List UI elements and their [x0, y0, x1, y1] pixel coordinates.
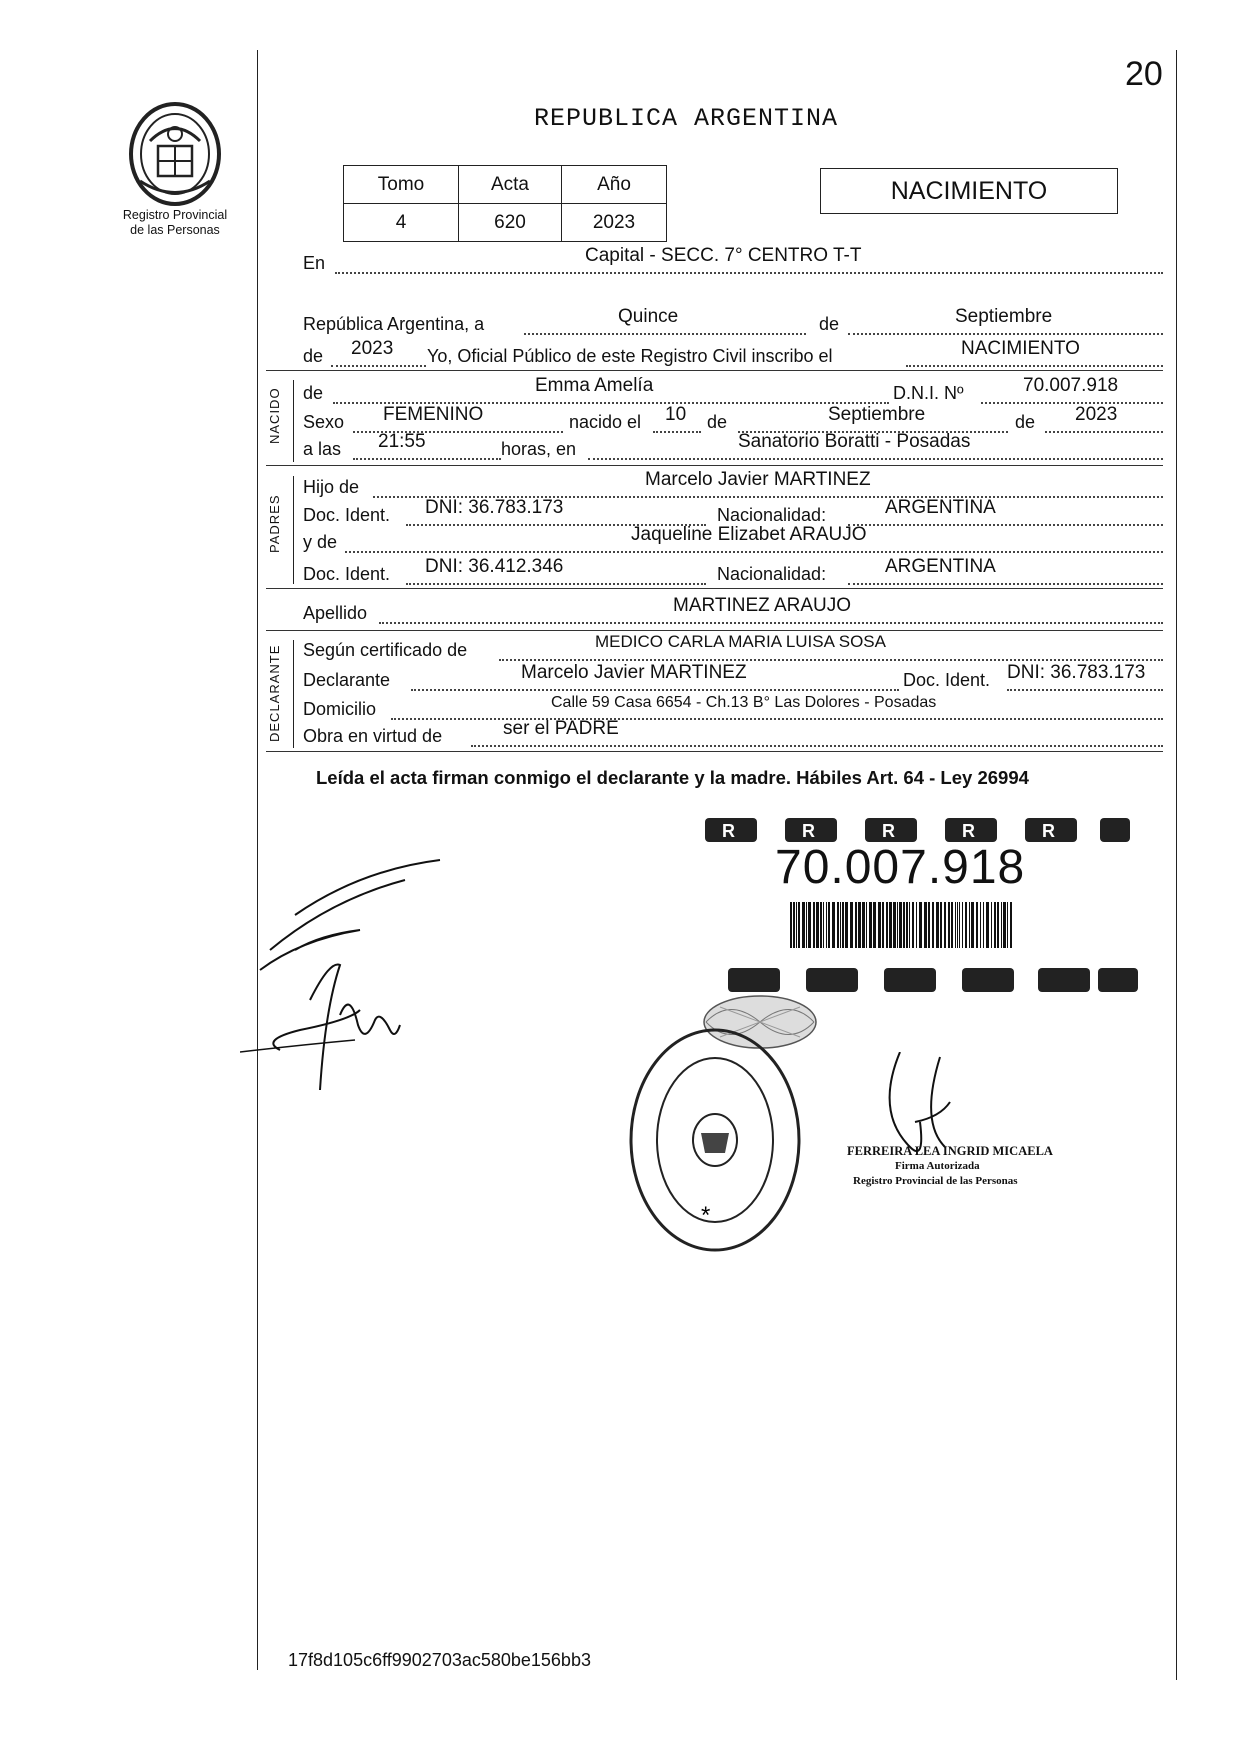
tomo-header: Tomo: [344, 166, 459, 204]
value-domicilio: Calle 59 Casa 6654 - Ch.13 B° Las Dolores - Posadas: [551, 694, 937, 711]
declarant-signature-icon: [240, 840, 450, 1100]
label-domicilio: Domicilio: [303, 699, 377, 719]
row-fecha: [303, 306, 1163, 340]
row-lugar: [303, 245, 1163, 279]
registry-name-line2: de las Personas: [130, 223, 220, 237]
label-de-nac-anio: de: [1015, 412, 1036, 432]
page-number: 20: [1125, 55, 1163, 93]
value-hora: 21:55: [378, 431, 426, 452]
svg-text:R: R: [802, 821, 815, 841]
value-dni: 70.007.918: [1023, 375, 1119, 396]
row-anio: [303, 338, 1163, 372]
label-hijo-de: Hijo de: [303, 477, 360, 497]
label-padre-doc: Doc. Ident.: [303, 505, 391, 525]
document-type-box: NACIMIENTO: [820, 168, 1118, 214]
value-dia: Quince: [618, 306, 679, 327]
value-declarante-doc: DNI: 36.783.173: [1007, 662, 1146, 683]
value-nac-dia: 10: [665, 404, 687, 425]
registry-name-line1: Registro Provincial: [122, 208, 228, 222]
label-a-las: a las: [303, 439, 342, 459]
svg-text:R: R: [882, 821, 895, 841]
svg-text:R: R: [1042, 821, 1055, 841]
row-hora: [303, 431, 1163, 465]
row-domicilio: [303, 694, 1163, 725]
value-lugar: Capital - SECC. 7° CENTRO T-T: [585, 245, 862, 266]
value-obra: ser el PADRE: [503, 718, 619, 739]
label-de-anio: de: [303, 346, 324, 366]
label-horas-en: horas, en: [501, 439, 577, 459]
signer-office: Registro Provincial de las Personas: [853, 1175, 1018, 1187]
value-anio: 2023: [351, 338, 394, 359]
acta-value: 620: [459, 204, 562, 242]
label-republica: República Argentina, a: [303, 314, 485, 334]
signer-name: FERREIRA LEA INGRID MICAELA: [847, 1144, 1053, 1158]
label-nacido-el: nacido el: [569, 412, 642, 432]
right-margin-line: [1176, 50, 1177, 1680]
label-sexo: Sexo: [303, 412, 345, 432]
value-apellido: MARTINEZ ARAUJO: [673, 595, 852, 616]
side-label-padres: PADRES: [267, 494, 282, 553]
label-dni: D.N.I. Nº: [893, 383, 964, 403]
closing-text: Leída el acta firman conmigo el declarante y la madre. Hábiles Art. 64 - Ley 26994: [316, 767, 1029, 788]
label-madre-doc: Doc. Ident.: [303, 564, 391, 584]
signer-role: Firma Autorizada: [895, 1160, 980, 1172]
document-title: REPUBLICA ARGENTINA: [534, 104, 839, 133]
row-sexo: [303, 404, 1163, 438]
tomo-value: 4: [344, 204, 459, 242]
label-obra: Obra en virtud de: [303, 726, 443, 746]
label-en: En: [303, 253, 326, 273]
value-sexo: FEMENINO: [383, 404, 484, 425]
stamp-dni: 70.007.918: [775, 841, 1026, 894]
value-declarante: Marcelo Javier MARTINEZ: [521, 662, 747, 683]
svg-text:R: R: [722, 821, 735, 841]
row-declarante: [303, 662, 1163, 696]
barcode-icon: [790, 902, 1015, 948]
row-apellido: [303, 595, 1163, 629]
anio-header: Año: [562, 166, 667, 204]
value-nombre: Emma Amelía: [535, 375, 654, 396]
registry-logo: [100, 96, 250, 238]
label-segun: Según certificado de: [303, 640, 468, 660]
value-padre: Marcelo Javier MARTINEZ: [645, 469, 871, 490]
value-mes: Septiembre: [955, 306, 1053, 327]
value-padre-nac: ARGENTINA: [885, 497, 996, 518]
value-lugar-nac: Sanatorio Boratti - Posadas: [738, 431, 971, 452]
anio-value: 2023: [562, 204, 667, 242]
value-acto: NACIMIENTO: [961, 338, 1080, 359]
svg-text:R: R: [962, 821, 975, 841]
acta-header: Acta: [459, 166, 562, 204]
value-madre-nac: ARGENTINA: [885, 556, 996, 577]
label-padre-nacionalidad: Nacionalidad:: [717, 505, 827, 525]
label-declarante: Declarante: [303, 670, 391, 690]
label-madre-nacionalidad: Nacionalidad:: [717, 564, 827, 584]
row-madre: [303, 524, 1163, 558]
official-seal-icon: [625, 1025, 805, 1255]
value-madre: Jaqueline Elizabet ARAUJO: [631, 524, 867, 545]
label-apellido: Apellido: [303, 603, 368, 623]
row-obra: [303, 718, 1163, 752]
label-declarante-doc: Doc. Ident.: [903, 670, 991, 690]
value-padre-doc: DNI: 36.783.173: [425, 497, 564, 518]
acta-table: [343, 165, 667, 242]
side-label-nacido: NACIDO: [267, 387, 282, 444]
row-madre-doc: [303, 556, 1163, 590]
value-certificado: MEDICO CARLA MARIA LUISA SOSA: [595, 632, 886, 651]
value-nac-anio: 2023: [1075, 404, 1118, 425]
side-label-declarante: DECLARANTE: [267, 644, 282, 742]
document-hash: 17f8d105c6ff9902703ac580be156bb3: [288, 1650, 591, 1670]
security-band-bottom-icon: [700, 962, 1140, 996]
label-de-nombre: de: [303, 383, 324, 403]
label-de-mes: de: [819, 314, 840, 334]
label-de-nac-mes: de: [707, 412, 728, 432]
value-madre-doc: DNI: 36.412.346: [425, 556, 564, 577]
provincial-shield-icon: [120, 96, 230, 208]
label-y-de: y de: [303, 532, 338, 552]
value-nac-mes: Septiembre: [828, 404, 926, 425]
label-yo: Yo, Oficial Público de este Registro Civil inscribo el: [427, 346, 833, 366]
svg-text:*: *: [701, 1202, 711, 1229]
